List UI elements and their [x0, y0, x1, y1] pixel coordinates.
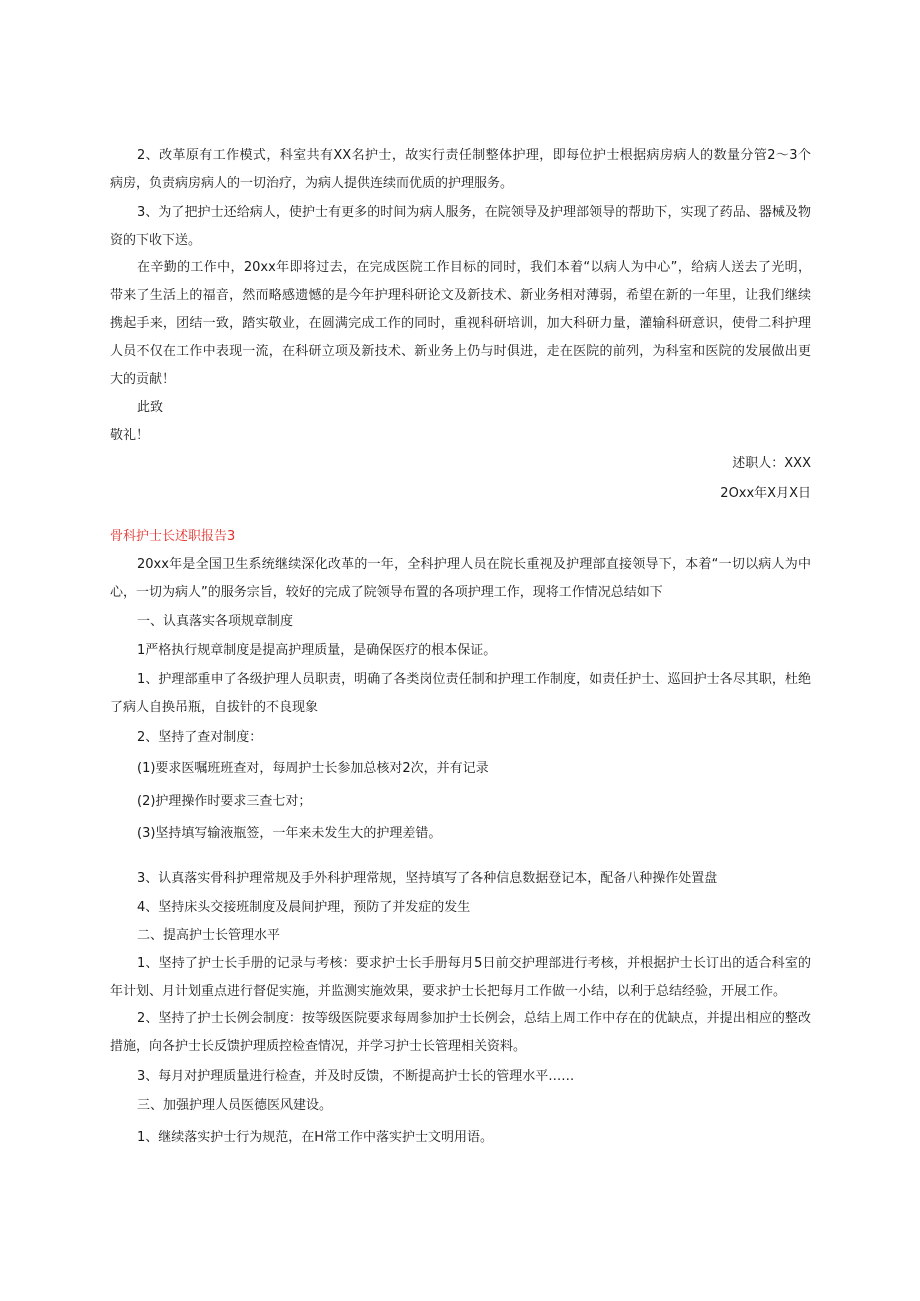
- text-line: (3)坚持填写输液瓶签，一年来未发生大的护理差错。: [137, 826, 442, 841]
- paragraph: [110, 724, 811, 752]
- text-line: 了病人自换吊瓶，自拔针的不良现象: [110, 700, 319, 715]
- paragraph: [110, 865, 811, 893]
- paragraph: [110, 450, 811, 478]
- text-line: 1、继续落实护士行为规范，在H常工作中落实护士文明用语。: [137, 1130, 494, 1145]
- paragraph: [110, 422, 811, 450]
- text-line: 大的贡献！: [110, 372, 176, 387]
- text-line: 携起手来，团结一致，踏实敬业，在圆满完成工作的同时，重视科研培训，加大科研力量，灌输科研意识，使骨二科护理: [110, 316, 811, 331]
- text-line: 3、认真落实骨科护理常规及手外科护理常规，坚持填写了各种信息数据登记本，配备八种操作处置盘: [137, 871, 718, 886]
- paragraph: [110, 394, 811, 422]
- text-line: 心，一切为病人”的服务宗旨，较好的完成了院领导布置的各项护理工作，现将工作情况总结如下: [110, 585, 663, 600]
- text-line: 一、认真落实各项规章制度: [137, 614, 294, 629]
- text-line: 2Oxx年X月X日: [720, 486, 811, 501]
- paragraph: [110, 1063, 811, 1091]
- paragraph: [110, 755, 811, 783]
- text-line: 1、坚持了护士长手册的记录与考核：要求护士长手册每月5日前交护理部进行考核，并根据护士长订出的适合科室的: [137, 956, 811, 971]
- text-line: (1)要求医嘱班班查对，每周护士长参加总核对2次，并有记录: [137, 761, 489, 776]
- paragraph: [110, 551, 811, 607]
- paragraph: [110, 1092, 811, 1120]
- text-line: 2、坚持了护士长例会制度：按等级医院要求每周参加护士长例会，总结上周工作中存在的优缺点，并提出相应的整改: [137, 1011, 811, 1026]
- paragraph: [110, 480, 811, 508]
- text-line: 2、改革原有工作模式，科室共有XX名护士，故实行责任制整体护理，即每位护士根据病房病人的数量分管2～3个: [137, 148, 811, 163]
- text-line: 敬礼！: [110, 428, 150, 443]
- paragraph: [110, 637, 811, 665]
- paragraph: [110, 666, 811, 722]
- paragraph: [110, 199, 811, 255]
- text-line: 3、每月对护理质量进行检查，并及时反馈，不断提高护士长的管理水平……: [137, 1069, 575, 1084]
- paragraph: [110, 950, 811, 1006]
- text-line: 年计划、月计划重点进行督促实施，并监测实施效果，要求护士长把每月工作做一小结，以利于总结经验，开展工作。: [110, 984, 787, 999]
- paragraph: [110, 1005, 811, 1061]
- text-line: 二、提高护士长管理水平: [137, 928, 281, 943]
- paragraph: [110, 788, 811, 816]
- text-line: 此致: [137, 400, 164, 415]
- text-line: 人员不仅在工作中表现一流，在科研立项及新技术、新业务上仍与时俱进，走在医院的前列，为科室和医院的发展做出更: [110, 344, 811, 359]
- text-line: 三、加强护理人员医德医风建设。: [137, 1098, 333, 1113]
- paragraph: [110, 142, 811, 198]
- text-line: 1、护理部重申了各级护理人员职责，明确了各类岗位责任制和护理工作制度，如责任护士、巡回护士各尽其职，杜绝: [137, 672, 811, 687]
- text-line: (2)护理操作时要求三查七对；: [137, 794, 312, 809]
- paragraph: [110, 922, 811, 950]
- section-heading: [110, 523, 811, 551]
- text-line: 20xx年是全国卫生系统继续深化改革的一年，全科护理人员在院长重视及护理部直接领导下，本着“一切以病人为中: [137, 557, 811, 572]
- paragraph: [110, 608, 811, 636]
- text-line: 3、为了把护士还给病人，使护士有更多的时间为病人服务，在院领导及护理部领导的帮助下，实现了药品、器械及物: [137, 205, 811, 220]
- paragraph: [110, 894, 811, 922]
- text-line: 在辛勤的工作中，20xx年即将过去，在完成医院工作目标的同时，我们本着“以病人为中心”，给病人送去了光明，: [137, 260, 811, 275]
- paragraph: [110, 254, 811, 394]
- text-line: 述职人：XXX: [732, 456, 811, 471]
- text-line: 措施，向各护士长反馈护理质控检查情况，并学习护士长管理相关资料。: [110, 1039, 527, 1054]
- text-line: 1严格执行规章制度是提高护理质量，是确保医疗的根本保证。: [137, 643, 497, 658]
- text-line: 带来了生活上的福音，然而略感遗憾的是今年护理科研论文及新技术、新业务相对薄弱，希望在新的一年里，让我们继续: [110, 288, 811, 303]
- text-line: 资的下收下送。: [110, 233, 202, 248]
- text-line: 病房，负责病房病人的一切治疗，为病人提供连续而优质的护理服务。: [110, 176, 514, 191]
- text-line: 骨科护士长述职报告3: [110, 529, 236, 544]
- paragraph: [110, 1124, 811, 1152]
- paragraph: [110, 820, 811, 848]
- text-line: 2、坚持了查对制度：: [137, 730, 263, 745]
- text-line: 4、坚持床头交接班制度及晨间护理，预防了并发症的发生: [137, 900, 471, 915]
